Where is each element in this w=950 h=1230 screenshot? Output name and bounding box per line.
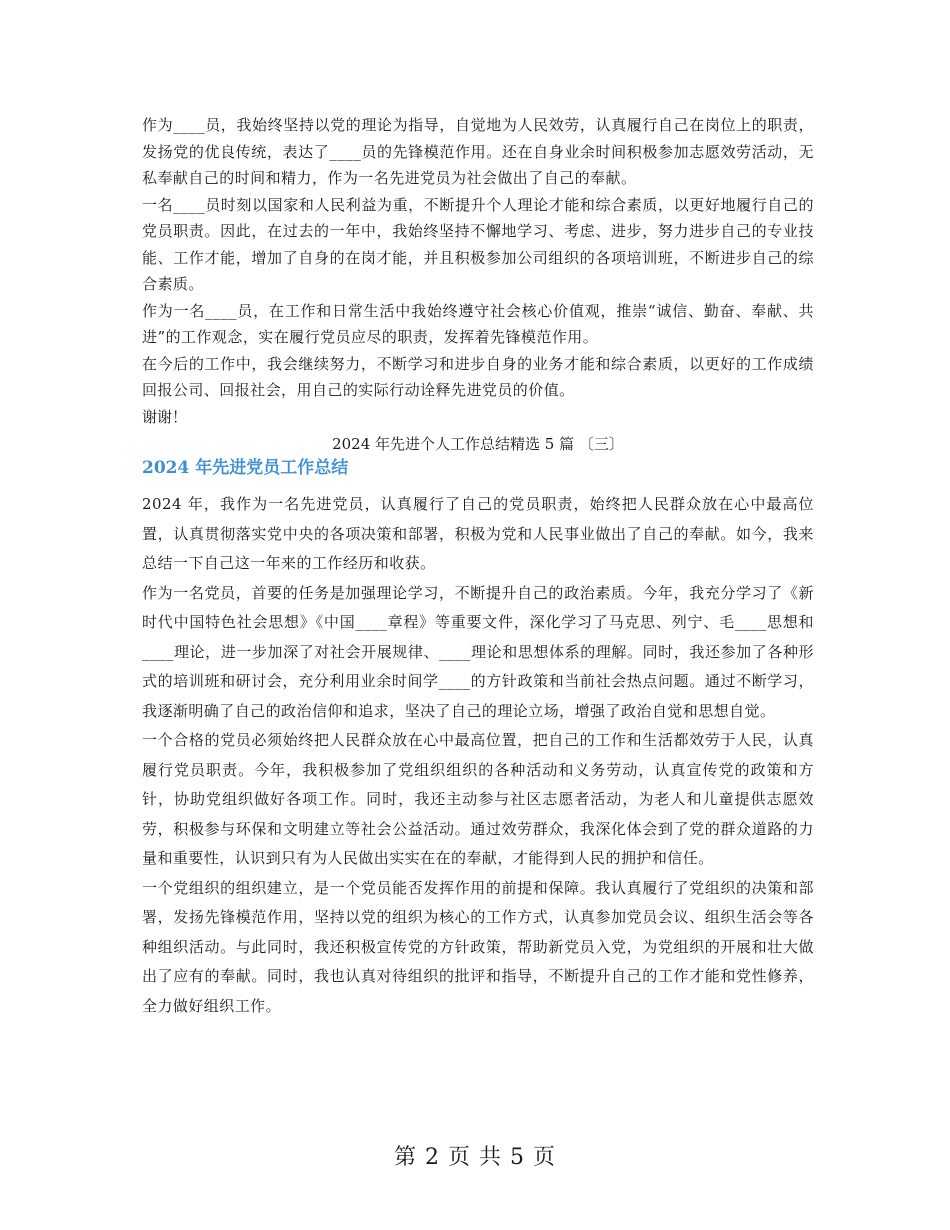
paragraph: 在今后的工作中，我会继续努力，不断学习和进步自身的业务才能和综合素质，以更好的工作成绩回报公司、回报社会，用自己的实际行动诠释先进党员的价值。 [142, 354, 814, 399]
section-article [142, 456, 814, 1021]
closing-thanks: 谢谢！ [142, 407, 188, 426]
document-body [142, 112, 814, 1021]
paragraph: 作为____员，我始终坚持以党的理论为指导，自觉地为人民效劳，认真履行自己在岗位上的职责，发扬党的优良传统，表达了____员的先锋模范作用。还在自身业余时间积极参加志愿效劳活动，无私奉献自己的时间和精力，作为一名先进党员为社会做出了自己的奉献。 [142, 116, 814, 187]
page-number-footer: 第 2 页 共 5 页 [394, 1145, 556, 1170]
paragraph: 一个党组织的组织建立，是一个党员能否发挥作用的前提和保障。我认真履行了党组织的决策和部署，发扬先锋模范作用，坚持以党的组织为核心的工作方式，认真参加党员会议、组织生活会等各种组织活动。与此同时，我还积极宣传党的方针政策，帮助新党员入党，为党组织的开展和壮大做出了应有的奉献。同时，我也认真对待组织的批评和指导，不断提升自己的工作才能和党性修养，全力做好组织工作。 [142, 878, 814, 1015]
paragraph: 一名____员时刻以国家和人民利益为重，不断提升个人理论才能和综合素质，以更好地履行自己的党员职责。因此，在过去的一年中，我始终坚持不懈地学习、考虑、进步，努力进步自己的专业技能、工作才能，增加了自身的在岗才能，并且积极参加公司组织的各项培训班，不断进步自己的综合素质。 [142, 195, 814, 293]
paragraph: 2024 年，我作为一名先进党员，认真履行了自己的党员职责，始终把人民群众放在心中最高位置，认真贯彻落实党中央的各项决策和部署，积极为党和人民事业做出了自己的奉献。如今，我来总结一下自己这一年来的工作经历和收获。 [142, 495, 814, 572]
paragraph: 作为一名____员，在工作和日常生活中我始终遵守社会核心价值观，推崇“诚信、勤奋、奉献、共进”的工作观念，实在履行党员应尽的职责，发挥着先锋模范作用。 [142, 301, 814, 346]
paragraph: 作为一名党员，首要的任务是加强理论学习，不断提升自己的政治素质。今年，我充分学习了《新时代中国特色社会思想》《中国____章程》等重要文件，深化学习了马克思、列宁、毛____思想和____理论，进一步加深了对社会开展规律、____理论和思想体系的理解。同时，我还参加了各种形式的培训班和研讨会，充分利用业余时间学____的方针政策和当前社会热点问题。通过不断学习，我逐渐明确了自己的政治信仰和追求，坚决了自己的理论立场，增强了政治自觉和思想自觉。 [142, 583, 814, 720]
paragraph: 一个合格的党员必须始终把人民群众放在心中最高位置，把自己的工作和生活都效劳于人民，认真履行党员职责。今年，我积极参加了党组织组织的各种活动和义务劳动，认真宣传党的政策和方针，协助党组织做好各项工作。同时，我还主动参与社区志愿者活动，为老人和儿童提供志愿效劳，积极参与环保和文明建立等社会公益活动。通过效劳群众，我深化体会到了党的群众道路的力量和重要性，认识到只有为人民做出实实在在的奉献，才能得到人民的拥护和信任。 [142, 731, 814, 867]
section-previous-continuation [142, 112, 814, 430]
article-heading: 2024 年先进党员工作总结 [142, 458, 349, 478]
section-title: 2024 年先进个人工作总结精选 5 篇 〔三〕 [332, 435, 624, 453]
